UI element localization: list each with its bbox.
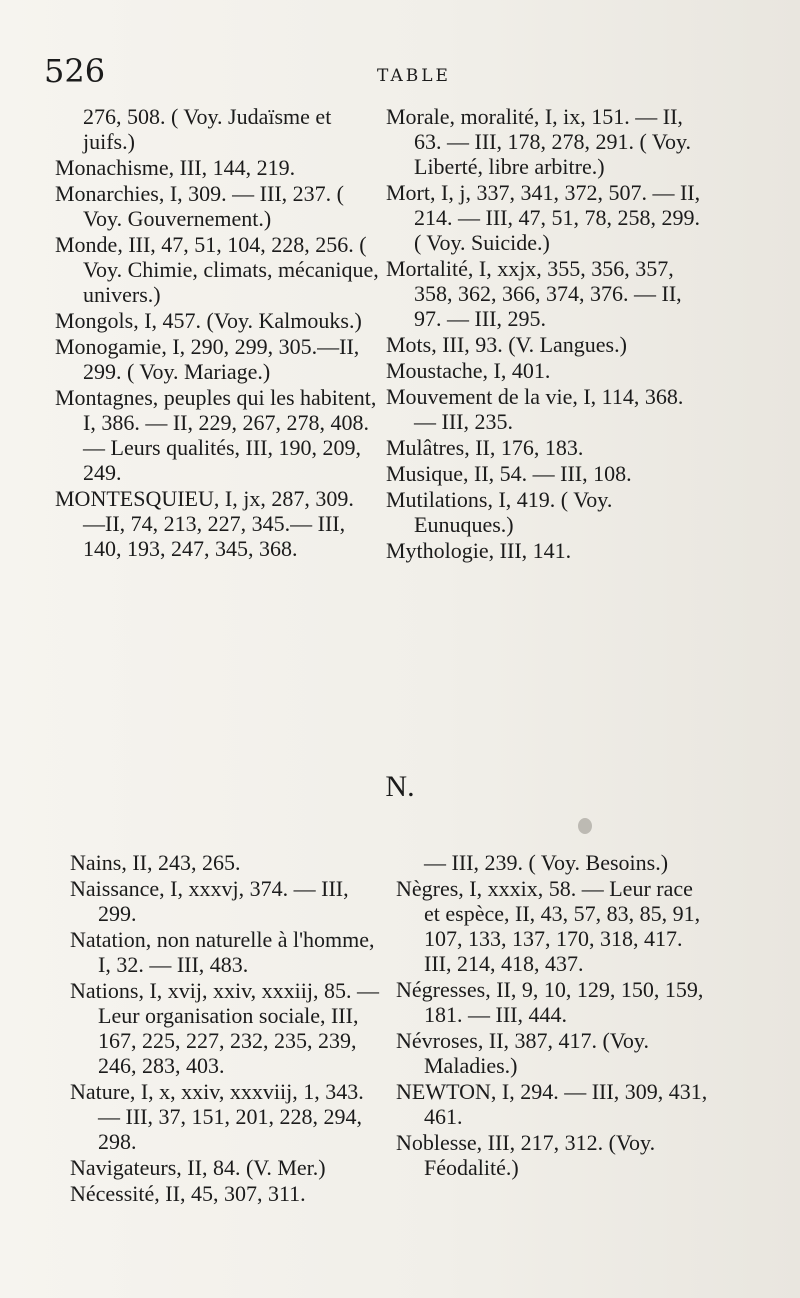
index-entry: Négresses, II, 9, 10, 129, 150, 159, 181. — III, 444.: [396, 977, 704, 1027]
index-entry: Névroses, II, 387, 417. (Voy. Maladies.): [396, 1028, 649, 1078]
page-header: [44, 52, 784, 92]
index-entry: Mulâtres, II, 176, 183.: [386, 435, 584, 460]
index-entry: Morale, moralité, I, ix, 151. — II, 63. — III, 178, 278, 291. ( Voy. Liberté, libre arbitre.): [386, 104, 692, 179]
index-entry: Mortalité, I, xxjx, 355, 356, 357, 358, 362, 366, 374, 376. — II, 97. — III, 295.: [386, 256, 682, 331]
section-letter: N.: [385, 770, 415, 803]
index-entry: Monarchies, I, 309. — III, 237. ( Voy. Gouvernement.): [55, 181, 344, 231]
index-entry: Musique, II, 54. — III, 108.: [386, 461, 632, 486]
index-column-top-left: [55, 104, 380, 562]
index-entry: Mort, I, j, 337, 341, 372, 507. — II, 214. — III, 47, 51, 78, 258, 299. ( Voy. Suicide.): [386, 180, 701, 255]
index-entry: Mots, III, 93. (V. Langues.): [386, 332, 627, 357]
index-entry: Nature, I, x, xxiv, xxxviij, 1, 343. — III, 37, 151, 201, 228, 294, 298.: [70, 1079, 364, 1154]
index-entry: Mutilations, I, 419. ( Voy. Eunuques.): [386, 487, 613, 537]
index-entry: Monogamie, I, 290, 299, 305.—II, 299. ( Voy. Mariage.): [55, 334, 360, 384]
running-head: TABLE: [377, 66, 451, 86]
index-column-top-right: [386, 104, 706, 564]
index-entry: Mythologie, III, 141.: [386, 538, 572, 563]
ink-spot: [578, 818, 592, 834]
index-entry: Nations, I, xvij, xxiv, xxxiij, 85. — Leur organisation sociale, III, 167, 225, 227, 232, 235, 239, 246, 283, 403.: [70, 978, 380, 1078]
index-entry: Natation, non naturelle à l'homme, I, 32. — III, 483.: [70, 927, 375, 977]
index-entry: 276, 508. ( Voy. Judaïsme et juifs.): [83, 104, 332, 154]
index-entry: Nécessité, II, 45, 307, 311.: [70, 1181, 306, 1206]
index-entry: MONTESQUIEU, I, jx, 287, 309. —II, 74, 213, 227, 345.— III, 140, 193, 247, 345, 368.: [55, 486, 354, 561]
index-entry: Moustache, I, 401.: [386, 358, 551, 383]
index-entry: Nains, II, 243, 265.: [70, 850, 241, 875]
index-entry: — III, 239. ( Voy. Besoins.): [424, 850, 669, 875]
page-number: 526: [44, 52, 106, 90]
index-entry: Mongols, I, 457. (Voy. Kalmouks.): [55, 308, 362, 333]
index-column-bottom-left: [70, 850, 390, 1207]
index-entry: Montagnes, peuples qui les habitent, I, 386. — II, 229, 267, 278, 408. — Leurs qualités, III, 190, 209, 249.: [55, 385, 377, 485]
index-entry: Naissance, I, xxxvj, 374. — III, 299.: [70, 876, 349, 926]
index-entry: Noblesse, III, 217, 312. (Voy. Féodalité.): [396, 1130, 656, 1180]
index-column-bottom-right: [396, 850, 714, 1181]
index-entry: Monachisme, III, 144, 219.: [55, 155, 296, 180]
index-entry: Nègres, I, xxxix, 58. — Leur race et espèce, II, 43, 57, 83, 85, 91, 107, 133, 137, 170, 318, 417. III, 214, 418, 437.: [396, 876, 701, 976]
index-entry: Mouvement de la vie, I, 114, 368. — III, 235.: [386, 384, 684, 434]
index-entry: Navigateurs, II, 84. (V. Mer.): [70, 1155, 326, 1180]
index-entry: NEWTON, I, 294. — III, 309, 431, 461.: [396, 1079, 708, 1129]
index-entry: Monde, III, 47, 51, 104, 228, 256. ( Voy. Chimie, climats, mécanique, univers.): [55, 232, 379, 307]
